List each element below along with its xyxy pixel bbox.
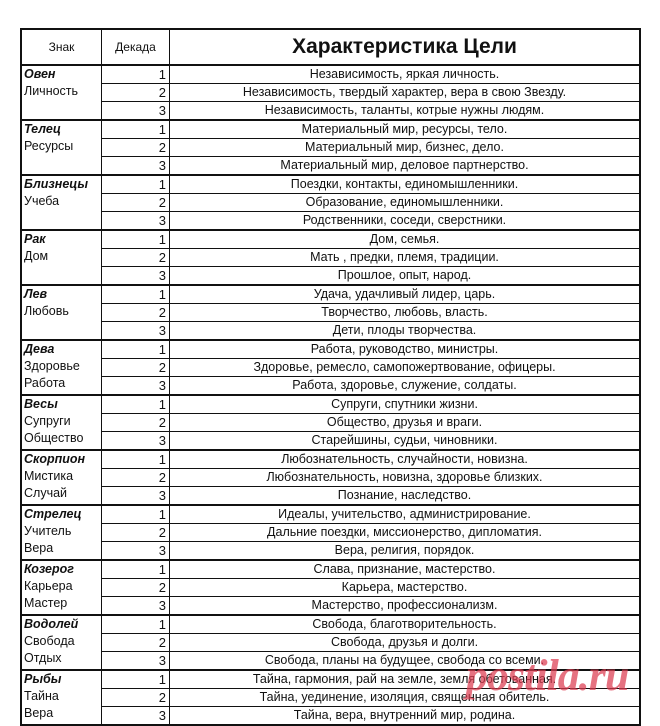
decade-cell: 2 [102, 524, 170, 541]
characteristic-cell: Супруги, спутники жизни. [331, 397, 478, 411]
sign-group [22, 506, 639, 561]
characteristic-cell: Материальный мир, ресурсы, тело. [301, 122, 508, 136]
decade-cell: 2 [102, 579, 170, 596]
sign-cell [22, 561, 102, 614]
characteristic-cell: Независимость, твердый характер, вера в свою Звезду. [242, 85, 567, 99]
table-row [102, 84, 639, 102]
table-row [102, 652, 639, 669]
sign-group [22, 561, 639, 616]
sign-keyword: Ресурсы [24, 139, 74, 153]
decade-cell: 1 [102, 506, 170, 523]
decade-cell: 3 [102, 377, 170, 394]
table-row [102, 542, 639, 559]
sign-keyword: Работа [24, 376, 66, 390]
decade-cell: 3 [102, 487, 170, 504]
sign-cell [22, 341, 102, 394]
table-row [102, 634, 639, 652]
characteristic-cell: Удача, удачливый лидер, царь. [313, 287, 496, 301]
characteristic-cell: Тайна, гармония, рай на земле, земля обетованная. [252, 672, 557, 686]
table-row [102, 707, 639, 724]
header-title: Характеристика Цели [292, 35, 517, 58]
sign-cell [22, 451, 102, 504]
sign-group [22, 616, 639, 671]
table-row [102, 267, 639, 284]
sign-name: Телец [24, 122, 61, 136]
table-row [102, 341, 639, 359]
watermark: postila.ru [466, 651, 629, 700]
characteristic-cell: Идеалы, учительство, администрирование. [278, 507, 531, 521]
table-row [102, 579, 639, 597]
table-row [102, 524, 639, 542]
sign-keyword [24, 210, 101, 227]
characteristic-cell: Тайна, уединение, изоляция, священная обитель. [259, 690, 550, 704]
sign-keyword [24, 320, 101, 337]
decade-cell: 1 [102, 66, 170, 83]
sign-keyword: Мистика [24, 469, 74, 483]
characteristic-cell: Любознательность, случайности, новизна. [281, 452, 528, 466]
sign-name: Дева [24, 342, 55, 356]
decade-cell: 1 [102, 671, 170, 688]
sign-name: Рыбы [24, 672, 62, 686]
characteristic-cell: Независимость, яркая личность. [309, 67, 500, 81]
sign-keyword: Супруги [24, 414, 71, 428]
decade-cell: 2 [102, 84, 170, 101]
table-header [22, 30, 639, 66]
sign-cell [22, 66, 102, 119]
sign-group [22, 341, 639, 396]
sign-keyword: Личность [24, 84, 79, 98]
characteristic-cell: Карьера, мастерство. [341, 580, 468, 594]
sign-name: Стрелец [24, 507, 82, 521]
table-row [102, 377, 639, 394]
decade-cell: 2 [102, 249, 170, 266]
characteristic-cell: Поездки, контакты, единомышленники. [290, 177, 519, 191]
sign-cell [22, 396, 102, 449]
sign-name: Лев [24, 287, 48, 301]
sign-keyword: Мастер [24, 596, 68, 610]
sign-keyword: Здоровье [24, 359, 80, 373]
decade-cell: 1 [102, 396, 170, 413]
sign-group [22, 286, 639, 341]
sign-cell [22, 506, 102, 559]
decade-cell: 1 [102, 616, 170, 633]
sign-name: Скорпион [24, 452, 86, 466]
characteristic-cell: Работа, руководство, министры. [310, 342, 499, 356]
sign-group [22, 451, 639, 506]
decade-cell: 2 [102, 359, 170, 376]
sign-keyword: Учеба [24, 194, 60, 208]
characteristic-cell: Дальние поездки, миссионерство, дипломатия. [267, 525, 542, 539]
decade-cell: 2 [102, 414, 170, 431]
characteristic-cell: Вера, религия, порядок. [334, 543, 475, 557]
characteristic-cell: Дети, плоды творчества. [332, 323, 477, 337]
characteristic-cell: Мастерство, профессионализм. [311, 598, 498, 612]
decade-cell: 2 [102, 469, 170, 486]
sign-name: Весы [24, 397, 58, 411]
decade-cell: 3 [102, 707, 170, 724]
decade-cell: 1 [102, 561, 170, 578]
decade-cell: 3 [102, 542, 170, 559]
characteristic-cell: Работа, здоровье, служение, солдаты. [292, 378, 517, 392]
table-row [102, 432, 639, 449]
decade-cell: 3 [102, 267, 170, 284]
table-row [102, 689, 639, 707]
sign-cell [22, 616, 102, 669]
decade-cell: 2 [102, 194, 170, 211]
table-row [102, 212, 639, 229]
table-row [102, 414, 639, 432]
sign-keyword: Учитель [24, 524, 72, 538]
table-row [102, 451, 639, 469]
sign-name: Водолей [24, 617, 79, 631]
sign-group [22, 121, 639, 176]
table-row [102, 176, 639, 194]
header-sign: Знак [22, 30, 102, 64]
characteristic-cell: Образование, единомышленники. [305, 195, 504, 209]
sign-group [22, 671, 639, 724]
decade-cell: 2 [102, 304, 170, 321]
decade-cell: 2 [102, 689, 170, 706]
table-row [102, 231, 639, 249]
decade-cell: 1 [102, 121, 170, 138]
table-row [102, 506, 639, 524]
sign-keyword: Вера [24, 706, 54, 720]
decade-cell: 3 [102, 157, 170, 174]
sign-keyword: Свобода [24, 634, 75, 648]
table-row [102, 286, 639, 304]
table-row [102, 469, 639, 487]
decade-cell: 3 [102, 597, 170, 614]
characteristic-cell: Мать , предки, племя, традиции. [310, 250, 499, 264]
characteristic-cell: Общество, друзья и враги. [326, 415, 483, 429]
decade-cell: 1 [102, 451, 170, 468]
table-row [102, 616, 639, 634]
decade-cell: 3 [102, 212, 170, 229]
decade-cell: 2 [102, 139, 170, 156]
sign-keyword: Вера [24, 541, 54, 555]
table-row [102, 304, 639, 322]
table-row [102, 322, 639, 339]
table-row [102, 597, 639, 614]
characteristic-cell: Познание, наследство. [337, 488, 472, 502]
sign-cell [22, 671, 102, 724]
table-row [102, 487, 639, 504]
sign-keyword: Отдых [24, 651, 62, 665]
characteristic-cell: Здоровье, ремесло, самопожертвование, офицеры. [253, 360, 556, 374]
sign-keyword: Общество [24, 431, 84, 445]
sign-keyword: Дом [24, 249, 49, 263]
sign-name: Овен [24, 67, 56, 81]
characteristic-cell: Свобода, планы на будущее, свобода со всеми. [264, 653, 545, 667]
table-row [102, 157, 639, 174]
characteristic-cell: Свобода, благотворительность. [312, 617, 497, 631]
sign-cell [22, 286, 102, 339]
sign-name: Рак [24, 232, 46, 246]
sign-group [22, 396, 639, 451]
sign-group [22, 66, 639, 121]
decade-cell: 3 [102, 102, 170, 119]
characteristic-cell: Материальный мир, бизнес, дело. [305, 140, 504, 154]
sign-keyword: Случай [24, 486, 68, 500]
header-decade: Декада [102, 30, 170, 64]
sign-group [22, 176, 639, 231]
table-row [102, 121, 639, 139]
characteristic-cell: Тайна, вера, внутренний мир, родина. [293, 708, 516, 722]
decade-cell: 3 [102, 432, 170, 449]
zodiac-goals-table [20, 28, 641, 726]
characteristic-cell: Материальный мир, деловое партнерство. [280, 158, 529, 172]
sign-cell [22, 121, 102, 174]
characteristic-cell: Слава, признание, мастерство. [313, 562, 496, 576]
table-row [102, 249, 639, 267]
table-row [102, 359, 639, 377]
sign-name: Близнецы [24, 177, 89, 191]
table-body [22, 66, 639, 724]
decade-cell: 1 [102, 231, 170, 248]
sign-keyword: Карьера [24, 579, 73, 593]
decade-cell: 1 [102, 286, 170, 303]
sign-keyword: Любовь [24, 304, 69, 318]
sign-group [22, 231, 639, 286]
decade-cell: 2 [102, 634, 170, 651]
decade-cell: 3 [102, 652, 170, 669]
table-row [102, 139, 639, 157]
characteristic-cell: Свобода, друзья и долги. [330, 635, 479, 649]
sign-keyword [24, 100, 101, 117]
decade-cell: 3 [102, 322, 170, 339]
characteristic-cell: Прошлое, опыт, народ. [337, 268, 472, 282]
sign-cell [22, 176, 102, 229]
characteristic-cell: Родственники, соседи, сверстники. [302, 213, 507, 227]
sign-name: Козерог [24, 562, 74, 576]
decade-cell: 1 [102, 341, 170, 358]
sign-cell [22, 231, 102, 284]
table-row [102, 396, 639, 414]
table-row [102, 102, 639, 119]
table-row [102, 671, 639, 689]
sign-keyword: Тайна [24, 689, 59, 703]
characteristic-cell: Любознательность, новизна, здоровье близких. [266, 470, 543, 484]
table-row [102, 561, 639, 579]
characteristic-cell: Старейшины, судьи, чиновники. [311, 433, 498, 447]
characteristic-cell: Независимость, таланты, котрые нужны людям. [264, 103, 545, 117]
characteristic-cell: Творчество, любовь, власть. [321, 305, 488, 319]
table-row [102, 194, 639, 212]
characteristic-cell: Дом, семья. [369, 232, 440, 246]
sign-keyword [24, 155, 101, 172]
decade-cell: 1 [102, 176, 170, 193]
sign-keyword [24, 265, 101, 282]
table-row [102, 66, 639, 84]
